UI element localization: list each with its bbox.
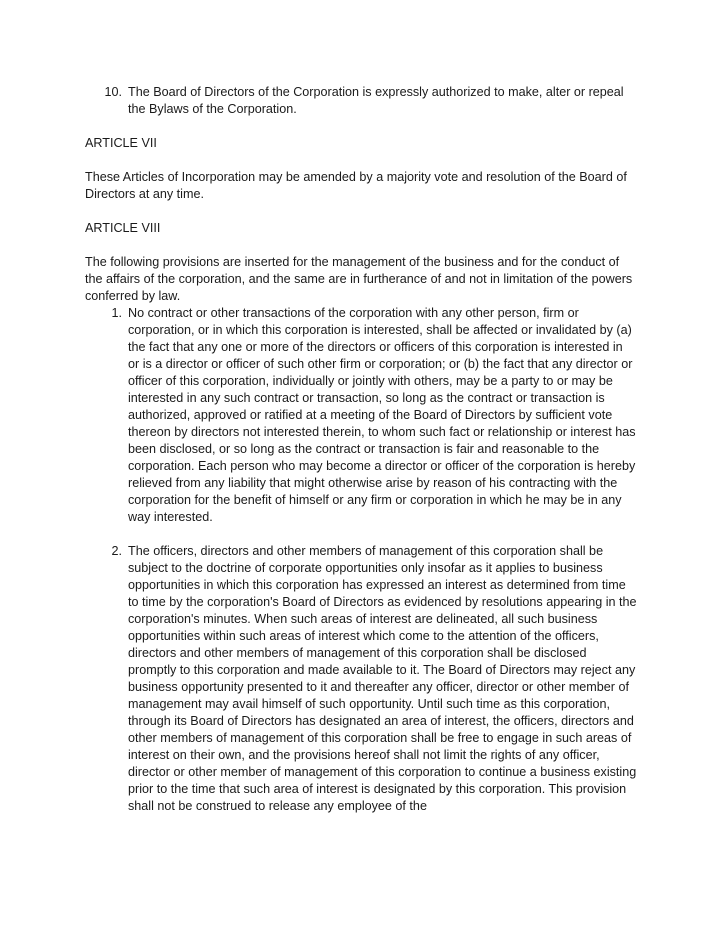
list-item bbox=[85, 305, 637, 526]
list-item bbox=[85, 543, 637, 815]
article-vii-text: These Articles of Incorporation may be amended by a majority vote and resolution of the Board of Directors at any time. bbox=[85, 170, 627, 201]
document-page bbox=[85, 84, 637, 815]
list-item-text: No contract or other transactions of the corporation with any other person, firm or corporation, or in which this corporation is interested, shall be affected or invalidated by (a) the fact that any one or more of the directors or officers of this corporation is interested in or is a director or officer of such other firm or corporation; or (b) the fact that any director or officer of this corporation, individually or jointly with others, may be a party to or may be interested in any such contract or transaction, so long as the contract or transaction is authorized, approved or ratified at a meeting of the Board of Directors by sufficient vote thereon by directors not interested therein, to whom such fact or relationship or interest has been disclosed, or so long as the contract or transaction is fair and reasonable to the corporation. Each person who may become a director or officer of the corporation is hereby relieved from any liability that might otherwise arise by reason of his contracting with the corporation for the benefit of himself or any firm or corporation in which he may be in any way interested. bbox=[128, 306, 636, 524]
list-item-text: The Board of Directors of the Corporation is expressly authorized to make, alter or repeal the Bylaws of the Corporation. bbox=[128, 85, 624, 116]
article-vii-heading: ARTICLE VII bbox=[85, 136, 157, 150]
article-viii-heading: ARTICLE VIII bbox=[85, 221, 161, 235]
list-number: 10. bbox=[104, 85, 122, 99]
list-number: 2. bbox=[111, 544, 122, 558]
spacer bbox=[85, 118, 637, 135]
spacer bbox=[85, 237, 637, 254]
list-number: 1. bbox=[111, 306, 122, 320]
spacer bbox=[85, 152, 637, 169]
spacer bbox=[85, 203, 637, 220]
bylaws-provision-item bbox=[85, 84, 637, 118]
list-item-text: The officers, directors and other members of management of this corporation shall be subject to the doctrine of corporate opportunities only insofar as it applies to business opportunities in which this corporation has expressed an interest as determined from time to time by the corporation's Board of Directors as evidenced by resolutions appearing in the corporation's minutes. When such areas of interest are delineated, all such business opportunities within such areas of interest which come to the attention of the officers, directors and other members of management of this corporation shall be disclosed promptly to this corporation and made available to it. The Board of Directors may reject any business opportunity presented to it and thereafter any officer, director or other member of management may avail himself of such opportunity. Until such time as this corporation, through its Board of Directors has designated an area of interest, the officers, directors and other members of management of this corporation shall be free to engage in such areas of interest on their own, and the provisions hereof shall not limit the rights of any officer, director or other member of management of this corporation to continue a business existing prior to the time that such area of interest is designated by this corporation. This provision shall not be construed to release any employee of the bbox=[128, 544, 637, 813]
article-viii-intro: The following provisions are inserted for the management of the business and for the conduct of the affairs of the corporation, and the same are in furtherance of and not in limitation of the powers conferred by law. bbox=[85, 255, 633, 303]
spacer bbox=[85, 526, 637, 543]
